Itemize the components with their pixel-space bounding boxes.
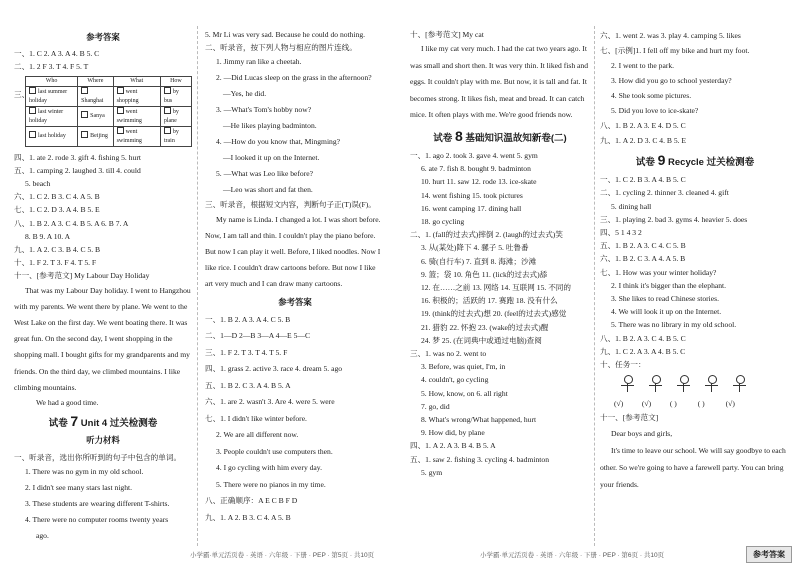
column-2	[205, 28, 385, 526]
answer-line: 四、1. ate 2. rode 3. gift 4. fishing 5. hurt	[14, 152, 141, 162]
answer-line: 一、1. B 2. A 3. A 4. C 5. B	[205, 314, 291, 324]
answer-line: 四、1. A 2. A 3. B 4. B 5. A	[410, 441, 496, 451]
table-cell: Shanghai	[78, 86, 113, 106]
answer-line: 一、1. C 2. B 3. A 4. B 5. C	[600, 175, 686, 185]
answer-line: 一、1. ago 2. took 3. gave 4. went 5. gym	[410, 150, 538, 160]
answer-line: 五、1. saw 2. fishing 3. cycling 4. badminton	[410, 454, 549, 464]
checkbox-icon	[117, 127, 124, 134]
answer-line: 3. Before, was quiet, I'm, in	[421, 362, 506, 372]
table-cell: last winter holiday	[26, 106, 78, 126]
checkbox-icon	[164, 87, 171, 94]
script-line: 2. I didn't see many stars last night.	[25, 482, 133, 492]
script-line: 3. —What's Tom's hobby now?	[216, 105, 312, 115]
answer-line: 7. go, did	[421, 401, 450, 411]
answer-line: 9. How did, by plane	[421, 428, 485, 438]
column-3	[410, 28, 590, 479]
checkbox-icon	[81, 87, 88, 94]
test-heading: 试卷 8 基础知识温故知新卷(二)	[433, 127, 567, 144]
answer-line: 五、1. B 2. C 3. A 4. B 5. A	[205, 380, 291, 390]
answer-line: 6. 骑(自行车) 7. 直到 8. 海滩；沙滩	[421, 256, 537, 266]
answer-line: 四、1. grass 2. active 3. race 4. dream 5. ago	[205, 364, 343, 374]
task-mark: ( )	[669, 399, 677, 409]
checkbox-icon	[117, 87, 124, 94]
script-line: —Leo was short and fat then.	[223, 185, 313, 195]
answer-line: 2. I think it's bigger than the elephant.	[611, 280, 727, 290]
script-line: 1. Jimmy ran like a cheetah.	[216, 57, 302, 67]
table-label: 三、	[14, 89, 30, 99]
checkbox-icon	[164, 127, 171, 134]
answer-table	[25, 76, 192, 147]
answer-line: 5. beach	[25, 179, 51, 189]
task-mark: (√)	[614, 399, 624, 409]
task-mark: (√)	[725, 399, 735, 409]
answers-title: 参考答案	[278, 296, 312, 307]
person-icon	[646, 375, 664, 397]
answer-line: 九、1. C 2. A 3. A 4. B 5. C	[600, 346, 686, 356]
answer-line: 3. She likes to read Chinese stories.	[611, 294, 719, 304]
test-heading: 试卷 9 Recycle 过关检测卷	[635, 152, 755, 168]
script-line: 5. —What was Leo like before?	[216, 169, 313, 179]
person-icon	[618, 375, 636, 397]
checkbox-icon	[81, 131, 88, 138]
table-cell: by plane	[160, 106, 191, 126]
answer-line: 24. 梦 25. (在词典中或通过电脑)查阅	[421, 335, 542, 345]
answer-line: 四、5 1 4 3 2	[600, 228, 642, 238]
answer-line: 10. hurt 11. saw 12. rode 13. ice-skate	[421, 177, 537, 187]
answer-line: 14. went fishing 15. took pictures	[421, 190, 523, 200]
answer-line: 二、1. cycling 2. thinner 3. cleaned 4. gift	[600, 188, 729, 198]
table-cell: went shopping	[113, 86, 160, 106]
answer-line: 七、[示例]1. I fell off my bike and hurt my foot.	[600, 46, 750, 55]
test-heading: 试卷 7 Unit 4 过关检测卷	[48, 413, 158, 430]
script-line: 2. —Did Lucas sleep on the grass in the afternoon?	[216, 73, 372, 83]
answer-line: 八、1. B 2. A 3. C 4. B 5. C	[600, 333, 686, 343]
essay-ending: We had a good time.	[36, 398, 99, 408]
person-icon	[702, 375, 720, 397]
table-row	[26, 86, 192, 106]
answer-line: 5. dining hall	[611, 201, 652, 211]
answer-line: 2. I went to the park.	[611, 61, 675, 70]
answer-line: 2. We are all different now.	[216, 430, 299, 440]
column-4	[600, 28, 790, 493]
table-cell: by train	[160, 126, 191, 146]
question-line: 二、听录音，按下列人物与相应的图片连线。	[205, 43, 357, 53]
table-header: What	[113, 76, 160, 86]
answer-line: 八、1. B 2. A 3. C 4. B 5. A 6. B 7. A	[14, 218, 129, 228]
answer-line: 8. What's wrong/What happened, hurt	[421, 414, 537, 424]
script-paragraph: My name is Linda. I changed a lot. I was short before. Now, I am tall and thin. I couldn't play the piano before. But now I can play it well. Before, I liked noodles. Now I like rice. I couldn't draw cartoons before. But now I like art very much and I can draw many cartoons.	[205, 214, 381, 289]
answers-tag: 参考答案	[746, 546, 792, 563]
answer-line: 18. go cycling	[421, 216, 465, 226]
answer-line: 九、1. A 2. D 3. C 4. B 5. E	[600, 136, 687, 145]
person-icon	[730, 375, 748, 397]
answer-line: 五、1. camping 2. laughed 3. till 4. could	[14, 165, 141, 175]
checkbox-icon	[29, 87, 36, 94]
answer-line: 十一、[参考范文] My Labour Day Holiday	[14, 271, 150, 281]
answer-line: 七、1. I didn't like winter before.	[205, 413, 307, 423]
table-header-row	[26, 76, 192, 86]
listening-title: 听力材料	[86, 435, 120, 446]
column-divider	[197, 26, 198, 546]
answer-line: 3. 从(某处)降下 4. 骡子 5. 吐鲁番	[421, 243, 529, 253]
answer-line: 二、1—D 2—B 3—A 4—E 5—C	[205, 331, 311, 341]
table-cell: Beijing	[78, 126, 113, 146]
table-row	[26, 106, 192, 126]
table-header: How	[160, 76, 191, 86]
answer-line: 十、任务一：	[600, 360, 646, 370]
answer-line: 十一、[参考范文]	[600, 413, 659, 423]
checkbox-icon	[81, 111, 88, 118]
table-header: Who	[26, 76, 78, 86]
script-line: 5. Mr Li was very sad. Because he could do nothing.	[205, 30, 366, 39]
answer-line: 5. Did you love to ice-skate?	[611, 106, 699, 115]
script-line: ago.	[36, 530, 49, 540]
answer-line: 21. 猎豹 22. 怀抱 23. (wake的过去式)醒	[421, 322, 549, 332]
answer-line: 8. B 9. A 10. A	[25, 231, 71, 241]
answer-line: 三、1. playing 2. bad 3. gyms 4. heavier 5. does	[600, 214, 748, 224]
answer-line: 3. How did you go to school yesterday?	[611, 76, 732, 85]
answer-line: 六、1. C 2. B 3. C 4. A 5. B	[14, 192, 100, 202]
essay-paragraph: I like my cat very much. I had the cat two years ago. It was small and short then. It was very thin. It liked fish and eggs. It couldn't play with me. But now, it is tall and fat. It becomes strong. It likes fish, meat and bread. It can catch mice. It often plays with me. We're good friends now.	[410, 44, 588, 120]
question-line: 一、听录音，选出你所听到的句子中包含的单词。	[14, 452, 182, 462]
person-icon	[674, 375, 692, 397]
script-line: —He likes playing badminton.	[223, 121, 317, 131]
checkbox-icon	[29, 107, 36, 114]
answer-line: 九、1. A 2. C 3. B 4. C 5. B	[14, 245, 101, 255]
table-cell: last holiday	[26, 126, 78, 146]
answer-line: 七、1. How was your winter holiday?	[600, 267, 717, 277]
answer-line: 19. (think的过去式)想 20. (feel的过去式)感觉	[421, 309, 567, 319]
answer-line: 16. went camping 17. dining hall	[421, 203, 522, 213]
column-divider	[594, 26, 595, 546]
answer-line: 二、1. 2 F 3. T 4. F 5. T	[14, 62, 89, 72]
script-line: 3. These students are wearing different T-shirts.	[25, 498, 170, 508]
answer-line: 九、1. A 2. B 3. C 4. A 5. B	[205, 512, 291, 522]
answer-line: 4. We will look it up on the Internet.	[611, 307, 722, 317]
page-footer: 小学霸·单元活页卷 · 英语 · 六年级 · 下册 · PEP · 第6页 · 共10页	[480, 552, 665, 559]
answer-line: 5. There was no library in my old school.	[611, 320, 737, 330]
people-illustrations	[600, 371, 790, 397]
answer-line: 4. couldn't, go cycling	[421, 375, 489, 385]
task-marks	[600, 397, 790, 410]
answer-line: 八、正确顺序：A E C B F D	[205, 496, 298, 506]
answer-line: 3. People couldn't use computers then.	[216, 446, 333, 456]
column-1	[14, 28, 192, 544]
task-mark: (√)	[641, 399, 652, 409]
answer-line: 五、1. B 2. A 3. C 4. C 5. B	[600, 241, 686, 251]
answer-line: 六、1. are 2. wasn't 3. Are 4. were 5. were	[205, 397, 335, 407]
answer-line: 6. ate 7. fish 8. bought 9. badminton	[421, 164, 531, 174]
script-line: —Yes, he did.	[223, 89, 267, 99]
right-page	[400, 0, 800, 567]
script-line: 4. —How do you know that, Mingming?	[216, 137, 341, 147]
answer-line: 12. 在……之前 13. 网络 14. 互联网 15. 不同的	[421, 282, 571, 292]
answer-line: 六、1. went 2. was 3. play 4. camping 5. likes	[600, 31, 741, 40]
script-line: —I looked it up on the Internet.	[223, 153, 320, 163]
table-cell: Sanya	[78, 106, 113, 126]
letter-paragraph: It's time to leave our school. We will say goodbye to each other. So we're going to have a farewell party. You can bring your friends.	[600, 446, 786, 490]
answer-line: 一、1. C 2. A 3. A 4. B 5. C	[14, 49, 100, 59]
letter-greeting: Dear boys and girls,	[611, 429, 673, 439]
checkbox-icon	[164, 107, 171, 114]
answer-line: 六、1. B 2. C 3. A 4. A 5. B	[600, 254, 686, 264]
answer-line: 七、1. C 2. D 3. A 4. B 5. E	[14, 205, 100, 215]
answer-line: 三、1. was no 2. went to	[410, 348, 487, 358]
question-line: 三、听录音，根据短文内容，判断句子正(T)误(F)。	[205, 200, 376, 210]
answers-title: 参考答案	[86, 32, 120, 42]
answer-line: 4. I go cycling with him every day.	[216, 463, 323, 473]
checkbox-icon	[29, 131, 36, 138]
checkbox-icon	[117, 107, 124, 114]
table-row	[26, 126, 192, 146]
table-cell: by bus	[160, 86, 191, 106]
table-cell: went swimming	[113, 126, 160, 146]
answer-line: 5. How, know, on 6. all right	[421, 388, 508, 398]
essay-paragraph: That was my Labour Day holiday. I went to Hangzhou with my parents. We went there by plane. We went to the West Lake on the first day. We went boating there. It was great fun. On the second day, I went shopping in the shopping mall. I bought gifts for my grandparents and my friends. On the third day, we climbed mountains. I like climbing mountains.	[14, 285, 191, 392]
task-mark: ( )	[697, 399, 705, 409]
answer-line: 4. She took some pictures.	[611, 91, 692, 100]
table-cell: went swimming	[113, 106, 160, 126]
script-line: 4. There were no computer rooms twenty years	[25, 514, 169, 524]
answer-line: 5. gym	[421, 467, 443, 477]
answer-line: 5. There were no pianos in my time.	[216, 479, 326, 489]
answer-line: 二、1. (fall的过去式)摔倒 2. (laugh的过去式)笑	[410, 230, 563, 240]
script-line: 1. There was no gym in my old school.	[25, 466, 144, 476]
answer-line: 16. 积极的；活跃的 17. 赛跑 18. 没有什么	[421, 296, 558, 306]
answer-line: 9. 篮；袋 10. 角色 11. (lick的过去式)舔	[421, 269, 548, 279]
page-footer: 小学霸·单元活页卷 · 英语 · 六年级 · 下册 · PEP · 第5页 · 共10页	[190, 552, 375, 559]
table-header: Where	[78, 76, 113, 86]
table-cell: last summer holiday	[26, 86, 78, 106]
answer-line: 三、1. F 2. T 3. T 4. T 5. F	[205, 347, 288, 357]
answer-line: 十、1. F 2. T 3. F 4. T 5. F	[14, 258, 97, 268]
answer-line: 八、1. B 2. A 3. E 4. D 5. C	[600, 121, 686, 130]
answer-line: 十、[参考范文] My cat	[410, 30, 484, 39]
